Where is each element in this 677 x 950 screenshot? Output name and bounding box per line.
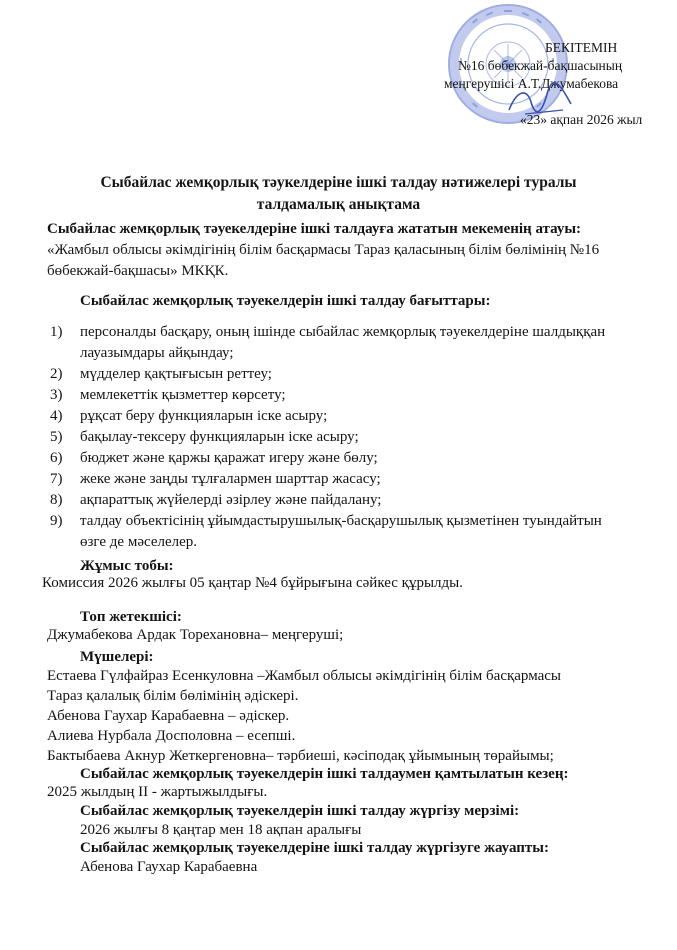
approval-heading: БЕКІТЕМІН: [545, 40, 618, 55]
direction-number: 5): [50, 429, 63, 445]
direction-text: бюджет және қаржы қаражат игеру және бөлу;: [80, 450, 378, 466]
direction-item: [50, 322, 610, 364]
direction-number: 3): [50, 387, 63, 403]
direction-item: [50, 511, 610, 553]
term-text: 2026 жылғы 8 қаңтар мен 18 ақпан аралығы: [80, 822, 362, 838]
directions-list: [50, 322, 610, 553]
member-4: Бактыбаева Акнур Жеткергеновна– тәрбиеші, кәсіподақ ұйымының төрайымы;: [47, 748, 554, 764]
direction-number: 4): [50, 408, 63, 424]
direction-item: [50, 364, 610, 385]
direction-item: [50, 490, 610, 511]
institution-paragraph: [47, 219, 637, 282]
direction-item: [50, 406, 610, 427]
direction-number: 8): [50, 492, 63, 508]
period-text: 2025 жылдың II - жартыжылдығы.: [47, 784, 268, 800]
leader-heading: Топ жетекшісі:: [80, 609, 182, 625]
direction-number: 6): [50, 450, 63, 466]
directions-heading: Сыбайлас жемқорлық тәуекелдерін ішкі талдау бағыттары:: [80, 293, 491, 309]
member-1-line2: Тараз қалалық білім бөлімінің әдіскері.: [47, 688, 299, 704]
approval-org: №16 бөбекжай-бақшасының: [458, 58, 623, 73]
working-group-text: Комиссия 2026 жылғы 05 қаңтар №4 бұйрығына сәйкес құрылды.: [42, 575, 463, 591]
approval-date: «23» ақпан 2026 жыл: [520, 112, 643, 127]
institution-label: Сыбайлас жемқорлық тәуекелдеріне ішкі талдауға жататын мекеменің атауы:: [47, 221, 582, 237]
direction-number: 2): [50, 366, 63, 382]
approval-head: меңгерушісі А.Т.Джумабекова: [444, 76, 619, 91]
member-3: Алиева Нурбала Досполовна – есепші.: [47, 728, 296, 744]
term-heading: Сыбайлас жемқорлық тәуекелдерін ішкі талдау жүргізу мерзімі:: [80, 803, 520, 819]
direction-text: мүдделер қақтығысын реттеу;: [80, 366, 272, 382]
direction-text: ақпараттық жүйелерді әзірлеу және пайдалану;: [80, 492, 382, 508]
document-title-line2: талдамалық анықтама: [256, 196, 421, 213]
member-2: Абенова Гаухар Карабаевна – әдіскер.: [47, 708, 290, 724]
members-heading: Мүшелері:: [80, 649, 154, 665]
member-1-line1: Естаева Гүлфайраз Есенкуловна –Жамбыл облысы әкімдігінің білім басқармасы: [47, 668, 561, 684]
direction-number: 9): [50, 513, 63, 529]
leader-text: Джумабекова Ардак Торехановна– меңгеруші;: [47, 627, 344, 643]
direction-text: талдау объектісінің ұйымдастырушылық-басқарушылық қызметінен туындайтын өзге де мәселелер.: [80, 513, 602, 550]
responsible-heading: Сыбайлас жемқорлық тәуекелдеріне ішкі талдау жүргізуге жауапты:: [80, 840, 549, 856]
direction-item: [50, 448, 610, 469]
direction-text: бақылау-тексеру функцияларын іске асыру;: [80, 429, 359, 445]
direction-text: мемлекеттік қызметтер көрсету;: [80, 387, 286, 403]
signature-icon: [505, 80, 575, 120]
working-group-heading: Жұмыс тобы:: [80, 558, 174, 574]
direction-item: [50, 469, 610, 490]
responsible-text: Абенова Гаухар Карабаевна: [80, 859, 258, 875]
direction-text: рұқсат беру функцияларын іске асыру;: [80, 408, 328, 424]
direction-number: 1): [50, 324, 63, 340]
document-title-line1: Сыбайлас жемқорлық тәукелдеріне ішкі талдау нәтижелері туралы: [100, 174, 577, 191]
direction-item: [50, 427, 610, 448]
direction-text: жеке және заңды тұлғалармен шарттар жасасу;: [80, 471, 381, 487]
institution-value: «Жамбыл облысы әкімдігінің білім басқармасы Тараз қаласының білім бөлімінің №16 бөбекжай-бақшасы» МКҚК.: [47, 242, 600, 279]
direction-text: персоналды басқару, оның ішінде сыбайлас жемқорлық тәуекелдеріне шалдыққан лауазымдары айқындау;: [80, 324, 606, 361]
direction-item: [50, 385, 610, 406]
direction-number: 7): [50, 471, 63, 487]
period-heading: Сыбайлас жемқорлық тәуекелдерін ішкі талдаумен қамтылатын кезең:: [80, 766, 569, 782]
